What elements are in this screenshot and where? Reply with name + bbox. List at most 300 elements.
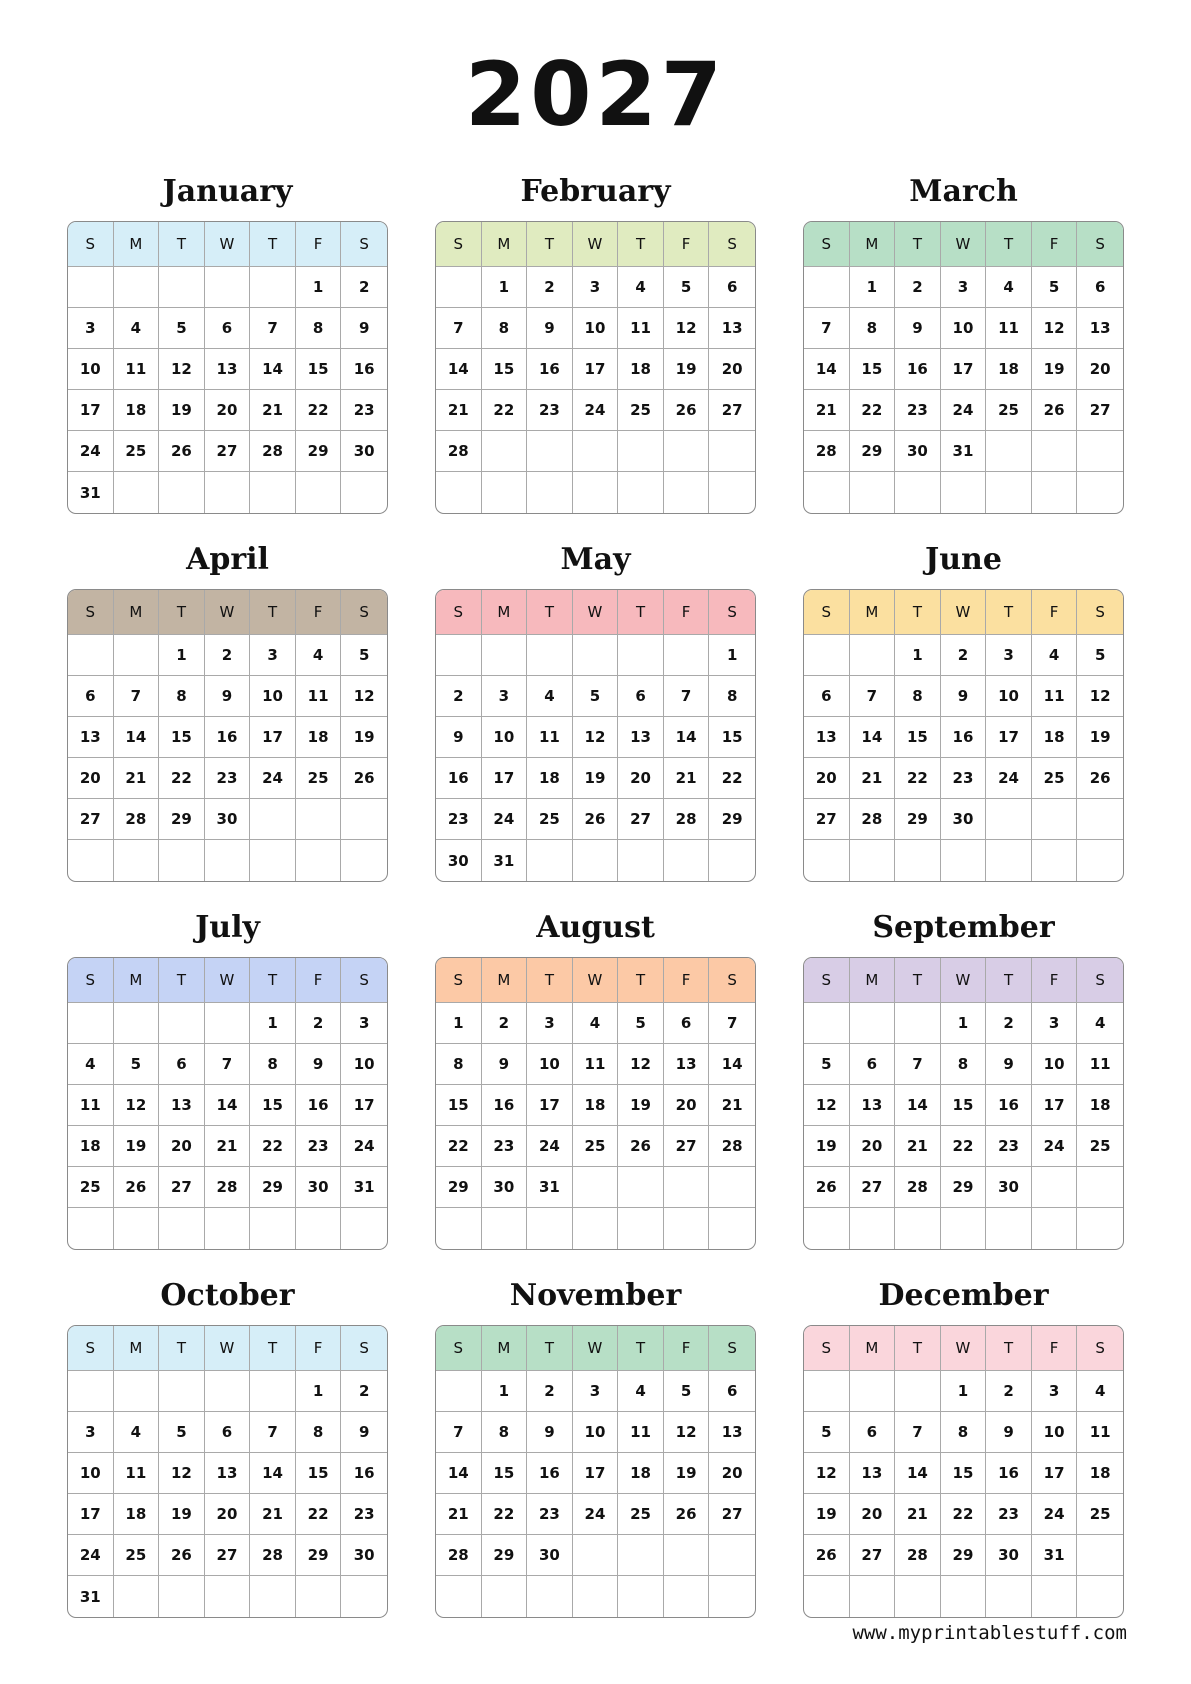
empty-day-cell bbox=[709, 1576, 755, 1617]
day-cell: 5 bbox=[804, 1412, 850, 1453]
day-cell: 27 bbox=[709, 1494, 755, 1535]
week-row bbox=[804, 349, 1123, 390]
empty-day-cell bbox=[114, 635, 160, 676]
day-cell: 31 bbox=[941, 431, 987, 472]
day-cell: 10 bbox=[986, 676, 1032, 717]
day-cell: 3 bbox=[341, 1003, 387, 1044]
weekday-header-row bbox=[68, 222, 387, 267]
week-row bbox=[436, 431, 755, 472]
month-calendar-table bbox=[67, 1325, 388, 1618]
day-cell: 5 bbox=[664, 1371, 710, 1412]
week-row bbox=[804, 676, 1123, 717]
day-cell: 27 bbox=[850, 1167, 896, 1208]
week-row bbox=[804, 1494, 1123, 1535]
empty-day-cell bbox=[114, 1208, 160, 1249]
weekday-label: T bbox=[527, 590, 573, 635]
day-cell: 15 bbox=[709, 717, 755, 758]
day-cell: 27 bbox=[804, 799, 850, 840]
empty-day-cell bbox=[850, 1371, 896, 1412]
day-cell: 16 bbox=[341, 1453, 387, 1494]
month-calendar-table bbox=[435, 221, 756, 514]
day-cell: 9 bbox=[895, 308, 941, 349]
day-cell: 17 bbox=[68, 390, 114, 431]
week-row bbox=[68, 1167, 387, 1208]
week-row bbox=[436, 717, 755, 758]
day-cell: 11 bbox=[296, 676, 342, 717]
empty-day-cell bbox=[436, 635, 482, 676]
weekday-label: T bbox=[250, 1326, 296, 1371]
day-cell: 9 bbox=[436, 717, 482, 758]
weekday-header-row bbox=[436, 1326, 755, 1371]
day-cell: 27 bbox=[618, 799, 664, 840]
empty-day-cell bbox=[573, 1167, 619, 1208]
day-cell: 20 bbox=[159, 1126, 205, 1167]
weekday-label: S bbox=[436, 1326, 482, 1371]
weekday-label: T bbox=[527, 1326, 573, 1371]
empty-day-cell bbox=[250, 799, 296, 840]
day-cell: 26 bbox=[1077, 758, 1123, 799]
week-row bbox=[68, 840, 387, 881]
empty-day-cell bbox=[436, 267, 482, 308]
day-cell: 12 bbox=[804, 1085, 850, 1126]
weekday-label: F bbox=[1032, 590, 1078, 635]
day-cell: 19 bbox=[159, 1494, 205, 1535]
day-cell: 6 bbox=[159, 1044, 205, 1085]
day-cell: 29 bbox=[941, 1167, 987, 1208]
day-cell: 23 bbox=[527, 1494, 573, 1535]
day-cell: 25 bbox=[1077, 1494, 1123, 1535]
empty-day-cell bbox=[1077, 472, 1123, 513]
empty-day-cell bbox=[804, 1003, 850, 1044]
day-cell: 14 bbox=[850, 717, 896, 758]
weekday-label: W bbox=[205, 590, 251, 635]
day-cell: 9 bbox=[482, 1044, 528, 1085]
day-cell: 31 bbox=[482, 840, 528, 881]
day-cell: 25 bbox=[618, 390, 664, 431]
empty-day-cell bbox=[68, 267, 114, 308]
empty-day-cell bbox=[159, 1371, 205, 1412]
empty-day-cell bbox=[482, 431, 528, 472]
month-name: September bbox=[872, 910, 1055, 945]
empty-day-cell bbox=[341, 840, 387, 881]
day-cell: 27 bbox=[709, 390, 755, 431]
day-cell: 4 bbox=[527, 676, 573, 717]
empty-day-cell bbox=[709, 431, 755, 472]
day-cell: 10 bbox=[573, 308, 619, 349]
empty-day-cell bbox=[850, 472, 896, 513]
day-cell: 2 bbox=[986, 1003, 1032, 1044]
day-cell: 31 bbox=[68, 472, 114, 513]
day-cell: 9 bbox=[296, 1044, 342, 1085]
day-cell: 25 bbox=[296, 758, 342, 799]
day-cell: 5 bbox=[804, 1044, 850, 1085]
day-cell: 14 bbox=[895, 1085, 941, 1126]
empty-day-cell bbox=[114, 267, 160, 308]
weekday-label: S bbox=[341, 590, 387, 635]
day-cell: 4 bbox=[1077, 1371, 1123, 1412]
week-row bbox=[436, 308, 755, 349]
empty-day-cell bbox=[250, 840, 296, 881]
week-row bbox=[68, 431, 387, 472]
day-cell: 20 bbox=[664, 1085, 710, 1126]
day-cell: 19 bbox=[804, 1494, 850, 1535]
day-cell: 15 bbox=[436, 1085, 482, 1126]
empty-day-cell bbox=[618, 431, 664, 472]
empty-day-cell bbox=[1077, 431, 1123, 472]
weekday-label: S bbox=[341, 1326, 387, 1371]
day-cell: 4 bbox=[1077, 1003, 1123, 1044]
week-row bbox=[68, 267, 387, 308]
weekday-label: T bbox=[895, 958, 941, 1003]
day-cell: 12 bbox=[1077, 676, 1123, 717]
day-cell: 25 bbox=[1077, 1126, 1123, 1167]
day-cell: 24 bbox=[527, 1126, 573, 1167]
day-cell: 3 bbox=[986, 635, 1032, 676]
weekday-label: W bbox=[941, 222, 987, 267]
empty-day-cell bbox=[159, 1003, 205, 1044]
weekday-label: T bbox=[895, 222, 941, 267]
day-cell: 1 bbox=[482, 1371, 528, 1412]
weekday-label: S bbox=[804, 222, 850, 267]
day-cell: 21 bbox=[114, 758, 160, 799]
empty-day-cell bbox=[436, 1208, 482, 1249]
day-cell: 8 bbox=[895, 676, 941, 717]
day-cell: 6 bbox=[709, 1371, 755, 1412]
weekday-header-row bbox=[804, 590, 1123, 635]
week-row bbox=[68, 1576, 387, 1617]
empty-day-cell bbox=[482, 472, 528, 513]
day-cell: 8 bbox=[250, 1044, 296, 1085]
week-row bbox=[804, 1208, 1123, 1249]
empty-day-cell bbox=[527, 1576, 573, 1617]
day-cell: 10 bbox=[1032, 1412, 1078, 1453]
day-cell: 11 bbox=[1077, 1412, 1123, 1453]
weekday-label: T bbox=[986, 1326, 1032, 1371]
day-cell: 1 bbox=[482, 267, 528, 308]
day-cell: 13 bbox=[205, 1453, 251, 1494]
weekday-label: S bbox=[709, 958, 755, 1003]
day-cell: 29 bbox=[296, 431, 342, 472]
week-row bbox=[436, 472, 755, 513]
day-cell: 25 bbox=[986, 390, 1032, 431]
day-cell: 22 bbox=[296, 1494, 342, 1535]
day-cell: 28 bbox=[850, 799, 896, 840]
week-row bbox=[68, 349, 387, 390]
empty-day-cell bbox=[205, 1576, 251, 1617]
day-cell: 20 bbox=[709, 349, 755, 390]
week-row bbox=[68, 472, 387, 513]
empty-day-cell bbox=[573, 472, 619, 513]
day-cell: 24 bbox=[986, 758, 1032, 799]
day-cell: 24 bbox=[941, 390, 987, 431]
month-june bbox=[803, 531, 1124, 899]
day-cell: 23 bbox=[527, 390, 573, 431]
empty-day-cell bbox=[527, 472, 573, 513]
week-row bbox=[68, 1412, 387, 1453]
empty-day-cell bbox=[573, 431, 619, 472]
day-cell: 4 bbox=[618, 267, 664, 308]
week-row bbox=[804, 799, 1123, 840]
week-row bbox=[68, 308, 387, 349]
weekday-label: F bbox=[296, 1326, 342, 1371]
day-cell: 11 bbox=[618, 1412, 664, 1453]
day-cell: 24 bbox=[1032, 1126, 1078, 1167]
day-cell: 4 bbox=[1032, 635, 1078, 676]
weekday-label: M bbox=[850, 590, 896, 635]
empty-day-cell bbox=[664, 1576, 710, 1617]
day-cell: 3 bbox=[527, 1003, 573, 1044]
day-cell: 12 bbox=[114, 1085, 160, 1126]
day-cell: 2 bbox=[296, 1003, 342, 1044]
weekday-label: T bbox=[618, 222, 664, 267]
empty-day-cell bbox=[895, 1576, 941, 1617]
day-cell: 3 bbox=[68, 308, 114, 349]
empty-day-cell bbox=[850, 1003, 896, 1044]
day-cell: 1 bbox=[436, 1003, 482, 1044]
day-cell: 15 bbox=[941, 1085, 987, 1126]
empty-day-cell bbox=[114, 1371, 160, 1412]
day-cell: 15 bbox=[850, 349, 896, 390]
weekday-label: M bbox=[482, 958, 528, 1003]
day-cell: 22 bbox=[895, 758, 941, 799]
day-cell: 14 bbox=[114, 717, 160, 758]
day-cell: 3 bbox=[573, 267, 619, 308]
day-cell: 14 bbox=[664, 717, 710, 758]
empty-day-cell bbox=[250, 267, 296, 308]
day-cell: 25 bbox=[527, 799, 573, 840]
day-cell: 4 bbox=[986, 267, 1032, 308]
weekday-label: T bbox=[159, 222, 205, 267]
week-row bbox=[436, 1371, 755, 1412]
day-cell: 26 bbox=[1032, 390, 1078, 431]
week-row bbox=[804, 1412, 1123, 1453]
day-cell: 16 bbox=[482, 1085, 528, 1126]
day-cell: 22 bbox=[850, 390, 896, 431]
day-cell: 7 bbox=[895, 1044, 941, 1085]
week-row bbox=[68, 1535, 387, 1576]
day-cell: 19 bbox=[114, 1126, 160, 1167]
day-cell: 6 bbox=[709, 267, 755, 308]
week-row bbox=[436, 1003, 755, 1044]
weekday-label: M bbox=[114, 958, 160, 1003]
empty-day-cell bbox=[250, 1576, 296, 1617]
day-cell: 21 bbox=[895, 1494, 941, 1535]
day-cell: 2 bbox=[205, 635, 251, 676]
week-row bbox=[804, 635, 1123, 676]
weekday-label: F bbox=[1032, 222, 1078, 267]
weekday-label: W bbox=[573, 590, 619, 635]
day-cell: 17 bbox=[573, 1453, 619, 1494]
day-cell: 20 bbox=[1077, 349, 1123, 390]
day-cell: 7 bbox=[250, 1412, 296, 1453]
empty-day-cell bbox=[68, 635, 114, 676]
week-row bbox=[804, 1453, 1123, 1494]
weekday-label: S bbox=[709, 1326, 755, 1371]
empty-day-cell bbox=[618, 1167, 664, 1208]
empty-day-cell bbox=[296, 799, 342, 840]
day-cell: 23 bbox=[296, 1126, 342, 1167]
day-cell: 4 bbox=[68, 1044, 114, 1085]
empty-day-cell bbox=[941, 840, 987, 881]
day-cell: 28 bbox=[664, 799, 710, 840]
empty-day-cell bbox=[482, 635, 528, 676]
day-cell: 30 bbox=[527, 1535, 573, 1576]
empty-day-cell bbox=[114, 840, 160, 881]
day-cell: 28 bbox=[895, 1535, 941, 1576]
weekday-label: S bbox=[436, 222, 482, 267]
day-cell: 15 bbox=[482, 1453, 528, 1494]
day-cell: 6 bbox=[664, 1003, 710, 1044]
empty-day-cell bbox=[341, 1576, 387, 1617]
day-cell: 29 bbox=[296, 1535, 342, 1576]
weekday-label: F bbox=[296, 590, 342, 635]
empty-day-cell bbox=[804, 472, 850, 513]
month-calendar-table bbox=[67, 957, 388, 1250]
day-cell: 9 bbox=[341, 308, 387, 349]
week-row bbox=[436, 390, 755, 431]
month-february bbox=[435, 163, 756, 531]
day-cell: 16 bbox=[986, 1085, 1032, 1126]
day-cell: 24 bbox=[250, 758, 296, 799]
week-row bbox=[804, 1371, 1123, 1412]
day-cell: 17 bbox=[573, 349, 619, 390]
day-cell: 30 bbox=[986, 1167, 1032, 1208]
empty-day-cell bbox=[941, 472, 987, 513]
empty-day-cell bbox=[296, 1208, 342, 1249]
empty-day-cell bbox=[296, 1576, 342, 1617]
empty-day-cell bbox=[804, 840, 850, 881]
day-cell: 7 bbox=[850, 676, 896, 717]
day-cell: 13 bbox=[205, 349, 251, 390]
day-cell: 8 bbox=[436, 1044, 482, 1085]
day-cell: 14 bbox=[709, 1044, 755, 1085]
day-cell: 24 bbox=[482, 799, 528, 840]
day-cell: 22 bbox=[941, 1494, 987, 1535]
weekday-label: S bbox=[1077, 1326, 1123, 1371]
day-cell: 3 bbox=[1032, 1003, 1078, 1044]
day-cell: 7 bbox=[436, 308, 482, 349]
empty-day-cell bbox=[573, 1535, 619, 1576]
week-row bbox=[68, 1003, 387, 1044]
empty-day-cell bbox=[709, 1167, 755, 1208]
day-cell: 23 bbox=[205, 758, 251, 799]
empty-day-cell bbox=[709, 1535, 755, 1576]
empty-day-cell bbox=[1032, 1208, 1078, 1249]
day-cell: 16 bbox=[986, 1453, 1032, 1494]
day-cell: 28 bbox=[436, 1535, 482, 1576]
day-cell: 26 bbox=[159, 1535, 205, 1576]
week-row bbox=[68, 1494, 387, 1535]
day-cell: 29 bbox=[850, 431, 896, 472]
empty-day-cell bbox=[527, 431, 573, 472]
empty-day-cell bbox=[341, 472, 387, 513]
empty-day-cell bbox=[159, 472, 205, 513]
day-cell: 3 bbox=[573, 1371, 619, 1412]
month-calendar-table bbox=[803, 589, 1124, 882]
day-cell: 27 bbox=[68, 799, 114, 840]
empty-day-cell bbox=[709, 1208, 755, 1249]
empty-day-cell bbox=[709, 472, 755, 513]
day-cell: 18 bbox=[527, 758, 573, 799]
day-cell: 11 bbox=[527, 717, 573, 758]
day-cell: 19 bbox=[804, 1126, 850, 1167]
day-cell: 26 bbox=[341, 758, 387, 799]
day-cell: 7 bbox=[250, 308, 296, 349]
day-cell: 23 bbox=[986, 1126, 1032, 1167]
day-cell: 21 bbox=[664, 758, 710, 799]
day-cell: 14 bbox=[804, 349, 850, 390]
day-cell: 1 bbox=[941, 1371, 987, 1412]
weekday-label: T bbox=[527, 958, 573, 1003]
day-cell: 11 bbox=[68, 1085, 114, 1126]
day-cell: 15 bbox=[159, 717, 205, 758]
weekday-label: M bbox=[850, 958, 896, 1003]
empty-day-cell bbox=[205, 1003, 251, 1044]
day-cell: 20 bbox=[709, 1453, 755, 1494]
day-cell: 27 bbox=[850, 1535, 896, 1576]
weekday-label: S bbox=[1077, 958, 1123, 1003]
day-cell: 15 bbox=[895, 717, 941, 758]
day-cell: 22 bbox=[941, 1126, 987, 1167]
day-cell: 25 bbox=[68, 1167, 114, 1208]
empty-day-cell bbox=[1077, 1576, 1123, 1617]
day-cell: 12 bbox=[1032, 308, 1078, 349]
day-cell: 11 bbox=[1077, 1044, 1123, 1085]
day-cell: 26 bbox=[159, 431, 205, 472]
weekday-label: S bbox=[68, 222, 114, 267]
day-cell: 10 bbox=[68, 1453, 114, 1494]
day-cell: 7 bbox=[205, 1044, 251, 1085]
day-cell: 12 bbox=[573, 717, 619, 758]
day-cell: 7 bbox=[709, 1003, 755, 1044]
day-cell: 6 bbox=[618, 676, 664, 717]
week-row bbox=[804, 308, 1123, 349]
day-cell: 31 bbox=[341, 1167, 387, 1208]
week-row bbox=[804, 1576, 1123, 1617]
day-cell: 6 bbox=[205, 1412, 251, 1453]
day-cell: 25 bbox=[573, 1126, 619, 1167]
day-cell: 6 bbox=[205, 308, 251, 349]
day-cell: 26 bbox=[573, 799, 619, 840]
day-cell: 18 bbox=[114, 1494, 160, 1535]
day-cell: 2 bbox=[895, 267, 941, 308]
day-cell: 10 bbox=[941, 308, 987, 349]
month-may bbox=[435, 531, 756, 899]
weekday-header-row bbox=[436, 222, 755, 267]
month-november bbox=[435, 1267, 756, 1635]
day-cell: 4 bbox=[114, 308, 160, 349]
day-cell: 3 bbox=[941, 267, 987, 308]
weekday-label: W bbox=[573, 1326, 619, 1371]
day-cell: 5 bbox=[114, 1044, 160, 1085]
day-cell: 13 bbox=[1077, 308, 1123, 349]
weekday-label: S bbox=[341, 222, 387, 267]
day-cell: 31 bbox=[1032, 1535, 1078, 1576]
week-row bbox=[804, 1126, 1123, 1167]
weekday-label: M bbox=[482, 222, 528, 267]
empty-day-cell bbox=[527, 1208, 573, 1249]
weekday-label: S bbox=[436, 590, 482, 635]
weekday-label: T bbox=[250, 222, 296, 267]
empty-day-cell bbox=[850, 1576, 896, 1617]
week-row bbox=[436, 267, 755, 308]
day-cell: 17 bbox=[1032, 1453, 1078, 1494]
weekday-label: T bbox=[159, 1326, 205, 1371]
empty-day-cell bbox=[850, 1208, 896, 1249]
day-cell: 28 bbox=[709, 1126, 755, 1167]
empty-day-cell bbox=[1077, 1167, 1123, 1208]
week-row bbox=[804, 267, 1123, 308]
